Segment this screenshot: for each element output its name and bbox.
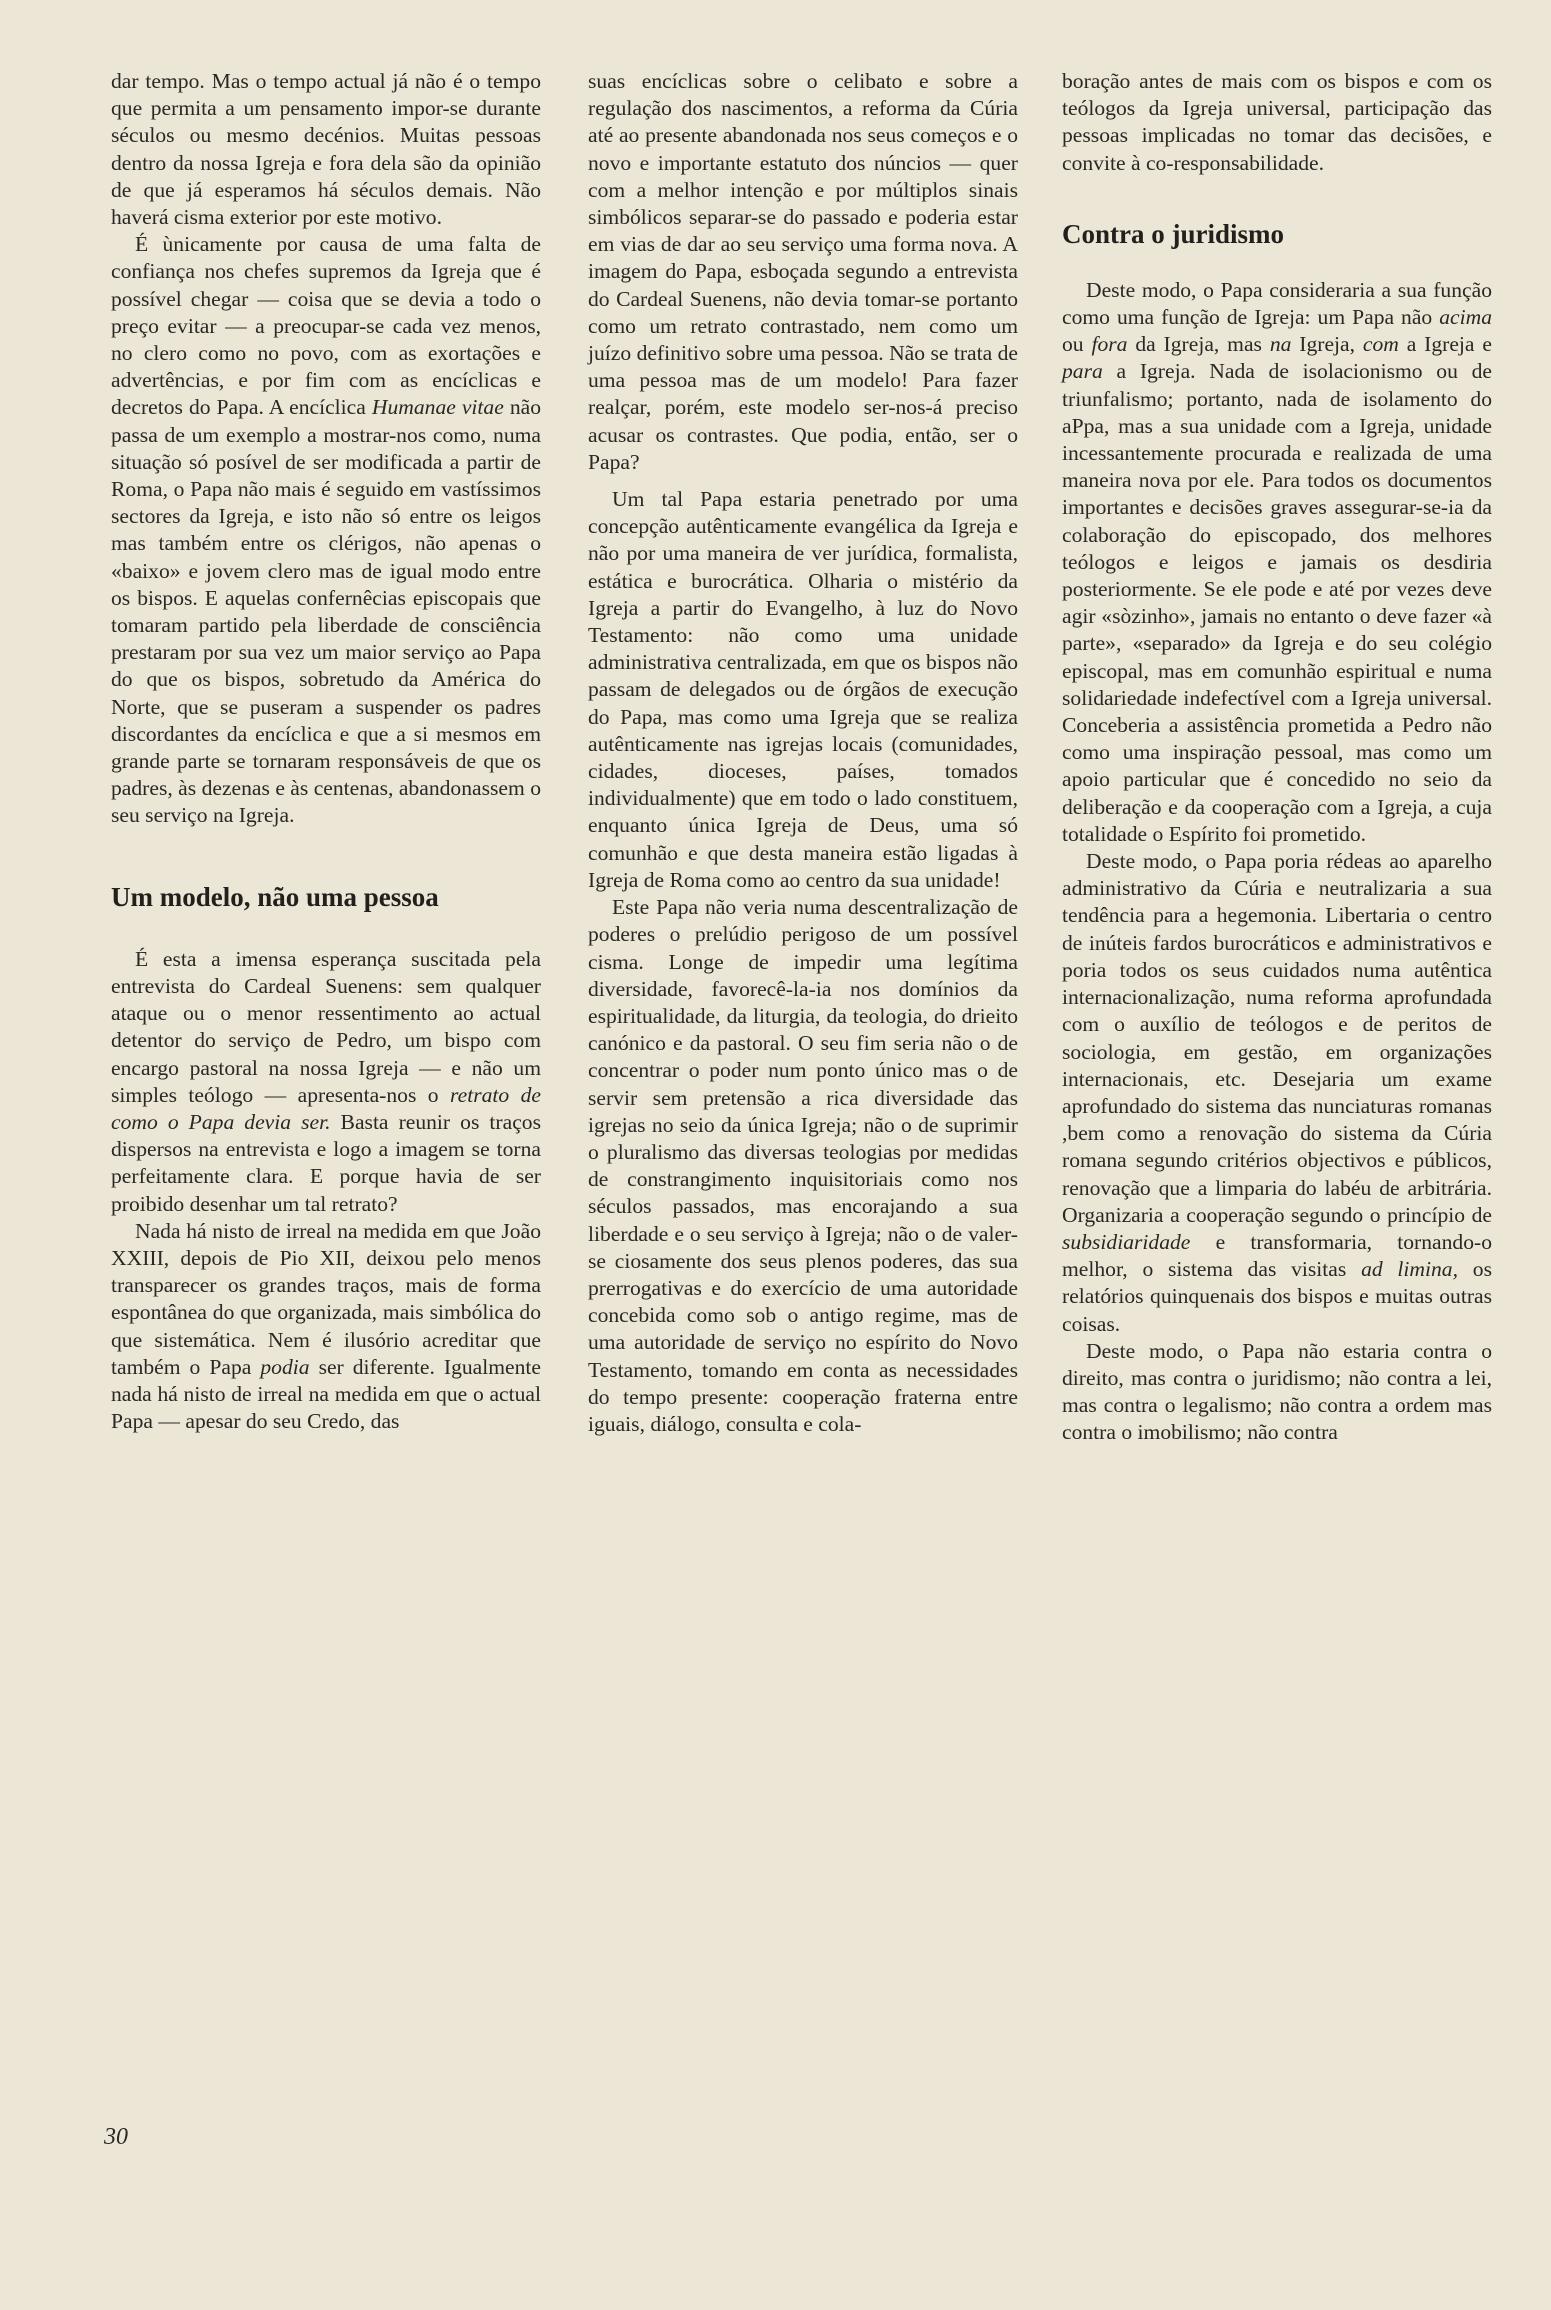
paragraph: Deste modo, o Papa não estaria contra o direito, mas contra o juridismo; não contra a lei, mas contra o legalismo; não contra a ordem mas contra o imobilismo; não contra bbox=[1062, 1338, 1492, 1445]
paragraph: Deste modo, o Papa consideraria a sua função como uma função de Igreja: um Papa não acima ou fora da Igreja, mas na Igreja, com a Igreja e para a Igreja. Nada de isolacionismo ou de triunfalismo; portanto, nada de isolamento do aPpa, mas a sua unidade com a Igreja, unidade incessantemente procurada e realizada de uma maneira nova por ele. Para todos os documentos importantes e decisões graves assegurar-se-ia da colaboração do episcopado, dos melhores teólogos e leigos e jamais os desdiria posteriormente. Se ele pode e até por vezes deve agir «sòzinho», jamais no entanto o deve fazer «à parte», «separado» da Igreja e do seu colégio episcopal, mas em comunhão espiritual e numa solidariedade indefectível com a Igreja universal. Conceberia a assistência prometida a Pedro não como uma inspiração pessoal, mas como um apoio particular que é concedido no seio da deliberação e da cooperação com a Igreja, a cuja totalidade o Espírito foi prometido. bbox=[1062, 277, 1492, 846]
paragraph: É ùnicamente por causa de uma falta de confiança nos chefes supremos da Igreja que é possível chegar — coisa que se devia a todo o preço evitar — a preocupar-se cada vez menos, no clero como no povo, com as exortações e advertências, e por fim com as encíclicas e decretos do Papa. A encíclica Humanae vitae não passa de um exemplo a mostrar-nos como, numa situação só posível de ser modificada a partir de Roma, o Papa não mais é seguido em vastíssimos sectores da Igreja, e isto não só entre os leigos mas também entre os clérigos, não apenas o «baixo» e jovem clero mas de igual modo entre os bispos. E aquelas confernêcias episcopais que tomaram partido pela liberdade de consciência prestaram por sua vez um maior serviço ao Papa do que os bispos, sobretudo da América do Norte, que se puseram a suspender os padres discordantes da encíclica e que a si mesmos em grande parte se tornaram responsáveis de que os padres, às dezenas e às centenas, abandonassem o seu serviço na Igreja. bbox=[111, 232, 542, 828]
paragraph: boração antes de mais com os bispos e com os teólogos da Igreja universal, participação das pessoas implicadas no tomar das decisões, e convite à co-responsabilidade. bbox=[1062, 69, 1492, 175]
paragraph: Deste modo, o Papa poria rédeas ao aparelho administrativo da Cúria e neutralizaria a sua tendência para a hegemonia. Libertaria o centro de inúteis fardos burocráticos e administrativos e poria todos os seus cuidados numa autêntica internacionalização, numa reforma aprofundada com o auxílio de teólogos e de peritos de sociologia, em gestão, em organizações internacionais, etc. Desejaria um exame aprofundado do sistema das nunciaturas romanas ,bem como a renovação do sistema da Cúria romana segundo critérios objectivos e públicos, renovação que a limparia do labéu de arbitrária. Organizaria a cooperação segundo o princípio de subsidiaridade e transformaria, tornando-o melhor, o sistema das visitas ad limina, os relatórios quinquenais dos bispos e muitas outras coisas. bbox=[1062, 849, 1492, 1336]
section-heading: Um modelo, não uma pessoa bbox=[111, 881, 439, 912]
section-heading: Contra o juridismo bbox=[1062, 218, 1284, 249]
text-column-2 bbox=[588, 68, 1018, 1438]
text-column-1 bbox=[111, 68, 541, 1435]
paragraph: Nada há nisto de irreal na medida em que João XXIII, depois de Pio XII, deixou pelo menos transparecer os grandes traços, mais de forma espontânea do que organizada, mais simbólica do que sistemática. Nem é ilusório acreditar que também o Papa podia ser diferente. Igualmente nada há nisto de irreal na medida em que o actual Papa — apesar do seu Credo, das bbox=[111, 1218, 542, 1434]
page-number: 30 bbox=[104, 2124, 128, 2150]
paragraph: dar tempo. Mas o tempo actual já não é o tempo que permita a um pensamento impor-se durante séculos ou mesmo decénios. Muitas pessoas dentro da nossa Igreja e fora dela são da opinião de que já esperamos há séculos demais. Não haverá cisma exterior por este motivo. bbox=[111, 69, 541, 230]
paragraph: suas encíclicas sobre o celibato e sobre a regulação dos nascimentos, a reforma da Cúria até ao presente abandonada nos seus começos e o novo e importante estatuto dos núncios — quer com a melhor intenção e por múltiplos sinais simbólicos separar-se do passado e poderia estar em vias de dar ao seu serviço uma forma nova. A imagem do Papa, esboçada segundo a entrevista do Cardeal Suenens, não devia tomar-se portanto como um retrato contrastado, nem como um juízo definitivo sobre uma pessoa. Não se trata de uma pessoa mas de um modelo! Para fazer realçar, porém, este modelo ser-nos-á preciso acusar os contrastes. Que podia, então, ser o Papa? bbox=[588, 69, 1018, 474]
paragraph: Este Papa não veria numa descentralização de poderes o prelúdio perigoso de um possível cisma. Longe de impedir uma legítima diversidade, favorecê-la-ia nos domínios da espiritualidade, da liturgia, da teologia, do drieito canónico e da pastoral. O seu fim seria não o de concentrar o poder num ponto único mas o de servir sem pretensão a rica diversidade das igrejas no seio da única Igreja; não o de suprimir o pluralismo das diversas teologias por medidas de constrangimento inquisitoriais como nos séculos passados, mas encorajando a sua liberdade e o seu serviço à Igreja; não o de valer-se ciosamente dos seus plenos poderes, das sua prerrogativas e do exercício de uma autoridade concebida como sob o antigo regime, mas de uma autoridade de serviço no espírito do Novo Testamento, tomando em conta as necessidades do tempo presente: cooperação fraterna entre iguais, diálogo, consulta e cola- bbox=[588, 895, 1018, 1436]
text-column-3 bbox=[1062, 68, 1492, 1447]
paragraph: Um tal Papa estaria penetrado por uma concepção autênticamente evangélica da Igreja e não por uma maneira de ver jurídica, formalista, estática e burocrática. Olharia o mistério da Igreja a partir do Evangelho, à luz do Novo Testamento: não como uma unidade administrativa centralizada, em que os bispos não passam de delegados ou de órgãos de execução do Papa, mas como uma Igreja que se realiza autênticamente nas igrejas locais (comunidades, cidades, dioceses, países, tomados individualmente) que em todo o lado constituem, enquanto única Igreja de Deus, uma só comunhão e que desta maneira estão ligadas à Igreja de Roma como ao centro da sua unidade! bbox=[588, 487, 1018, 892]
paragraph: É esta a imensa esperança suscitada pela entrevista do Cardeal Suenens: sem qualquer ataque ou o menor ressentimento ao actual detentor do serviço de Pedro, um bispo com encargo pastoral na nossa Igreja — e não um simples teólogo — apresenta-nos o retrato de como o Papa devia ser. Basta reunir os traços dispersos na entrevista e logo a imagem se torna perfeitamente clara. E porque havia de ser proibido desenhar um tal retrato? bbox=[111, 946, 542, 1216]
